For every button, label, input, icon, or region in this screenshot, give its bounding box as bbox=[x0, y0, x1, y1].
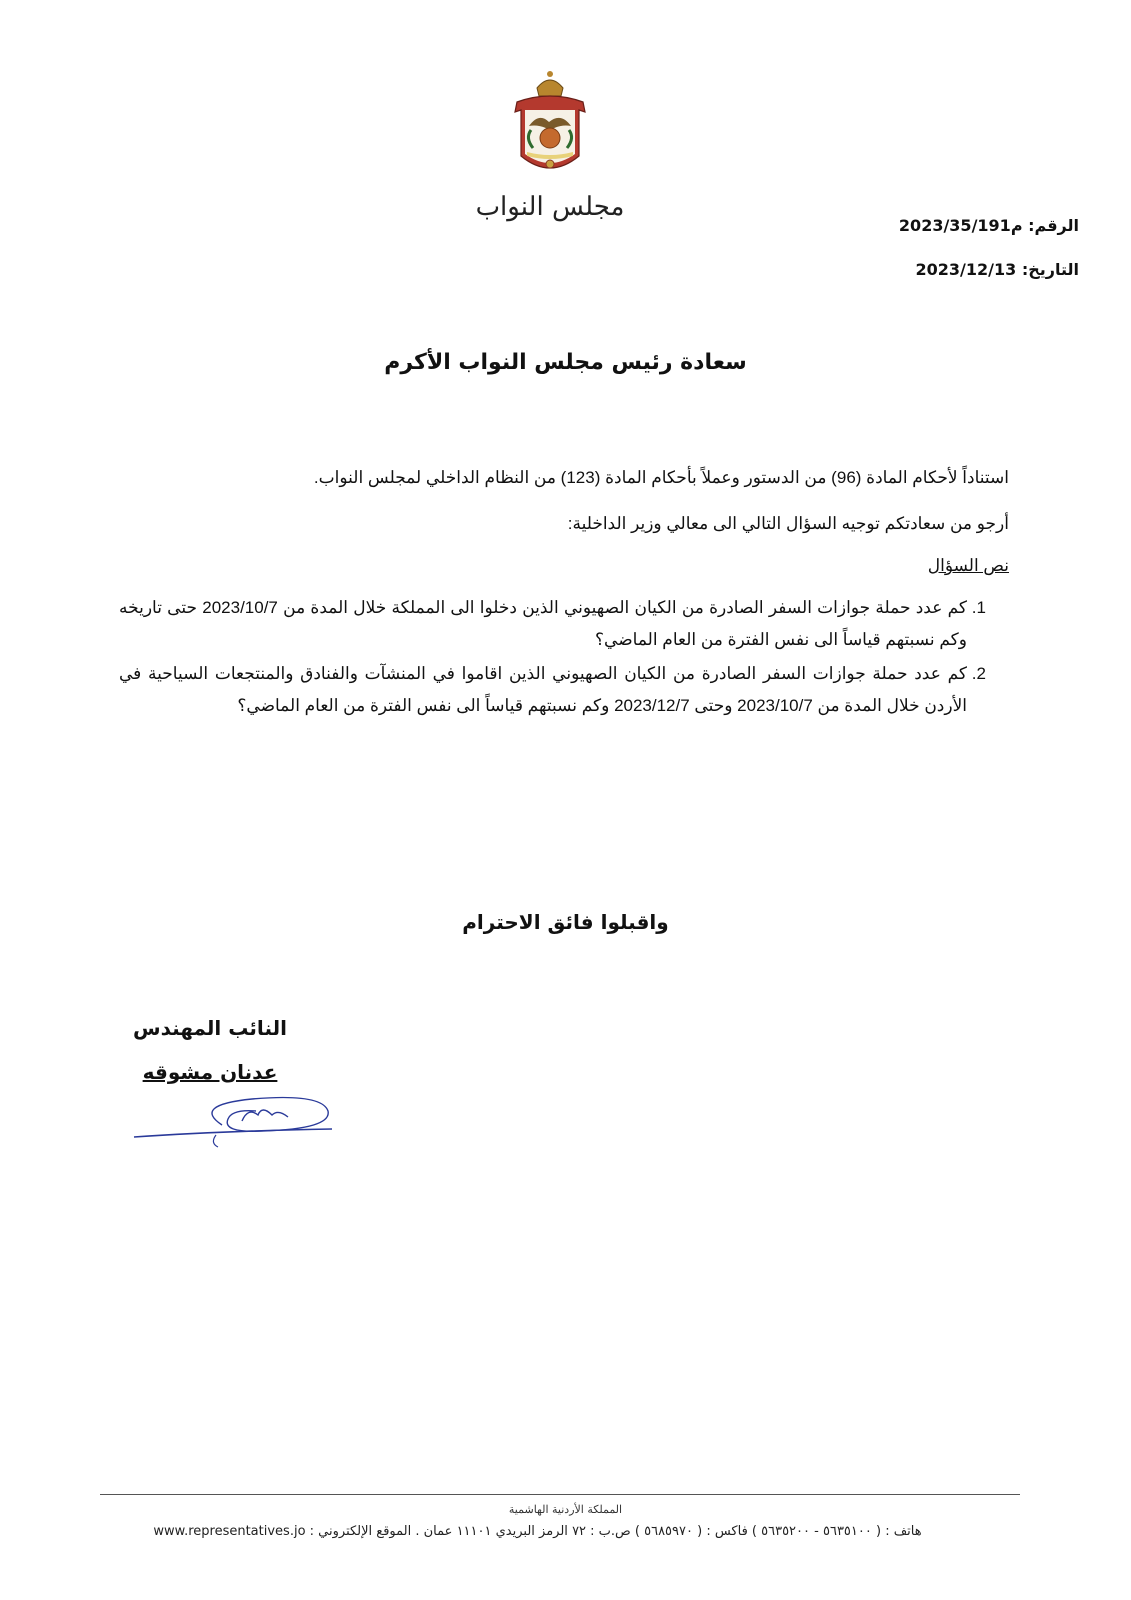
letter-date bbox=[819, 248, 1079, 292]
questions-list bbox=[119, 592, 1009, 722]
reference-number bbox=[819, 204, 1079, 248]
signatory-name: عدنان مشوقه bbox=[142, 1060, 278, 1084]
reference-block bbox=[819, 204, 1079, 292]
letter-body bbox=[119, 462, 1009, 724]
footer-divider bbox=[100, 1494, 1020, 1495]
date-label: التاريخ: bbox=[1021, 260, 1079, 279]
reference-label: الرقم: bbox=[1028, 216, 1079, 235]
question-heading: نص السؤال bbox=[927, 556, 1009, 575]
intro-paragraph: استناداً لأحكام المادة (96) من الدستور وعملاً بأحكام المادة (123) من النظام الداخلي لمجلس النواب. bbox=[313, 468, 1009, 487]
question-item: 2. كم عدد حملة جوازات السفر الصادرة من الكيان الصهيوني الذين اقاموا في المنشآت والفنادق والمنتجعات السياحية في الأردن خلال المدة من 2023/10/7 وحتى 2023/12/7 وكم نسبتهم قياساً الى نفس الفترة من العام الماضي؟ bbox=[119, 658, 967, 722]
jordan-coat-of-arms-icon bbox=[505, 68, 595, 184]
footer-kingdom-logotype: المملكة الأردنية الهاشمية bbox=[508, 1503, 623, 1516]
request-paragraph: أرجو من سعادتكم توجيه السؤال التالي الى معالي وزير الداخلية: bbox=[567, 514, 1009, 533]
question-item: 1. كم عدد حملة جوازات السفر الصادرة من الكيان الصهيوني الذين دخلوا الى المملكة خلال المدة من 2023/10/7 حتى تاريخه وكم نسبتهم قياساً الى نفس الفترة من العام الماضي؟ bbox=[119, 592, 967, 656]
footer-contact-info: هاتف : ( ٥٦٣٥١٠٠ - ٥٦٣٥٢٠٠ ) فاكس : ( ٥٦٨٥٩٧٠ ) ص.ب : ٧٢ الرمز البريدي ١١١٠١ عمان . الموقع الإلكتروني : www.representatives.jo bbox=[153, 1524, 922, 1539]
reference-value: م2023/35/191 bbox=[898, 216, 1023, 235]
addressee-heading: سعادة رئيس مجلس النواب الأكرم bbox=[384, 350, 747, 375]
handwritten-signature-icon bbox=[132, 1085, 342, 1155]
signatory-title: النائب المهندس bbox=[133, 1016, 287, 1040]
date-value: 2023/12/13 bbox=[915, 260, 1017, 279]
closing-line: واقبلوا فائق الاحترام bbox=[462, 910, 669, 934]
council-name-logotype: مجلس النواب bbox=[475, 192, 625, 222]
